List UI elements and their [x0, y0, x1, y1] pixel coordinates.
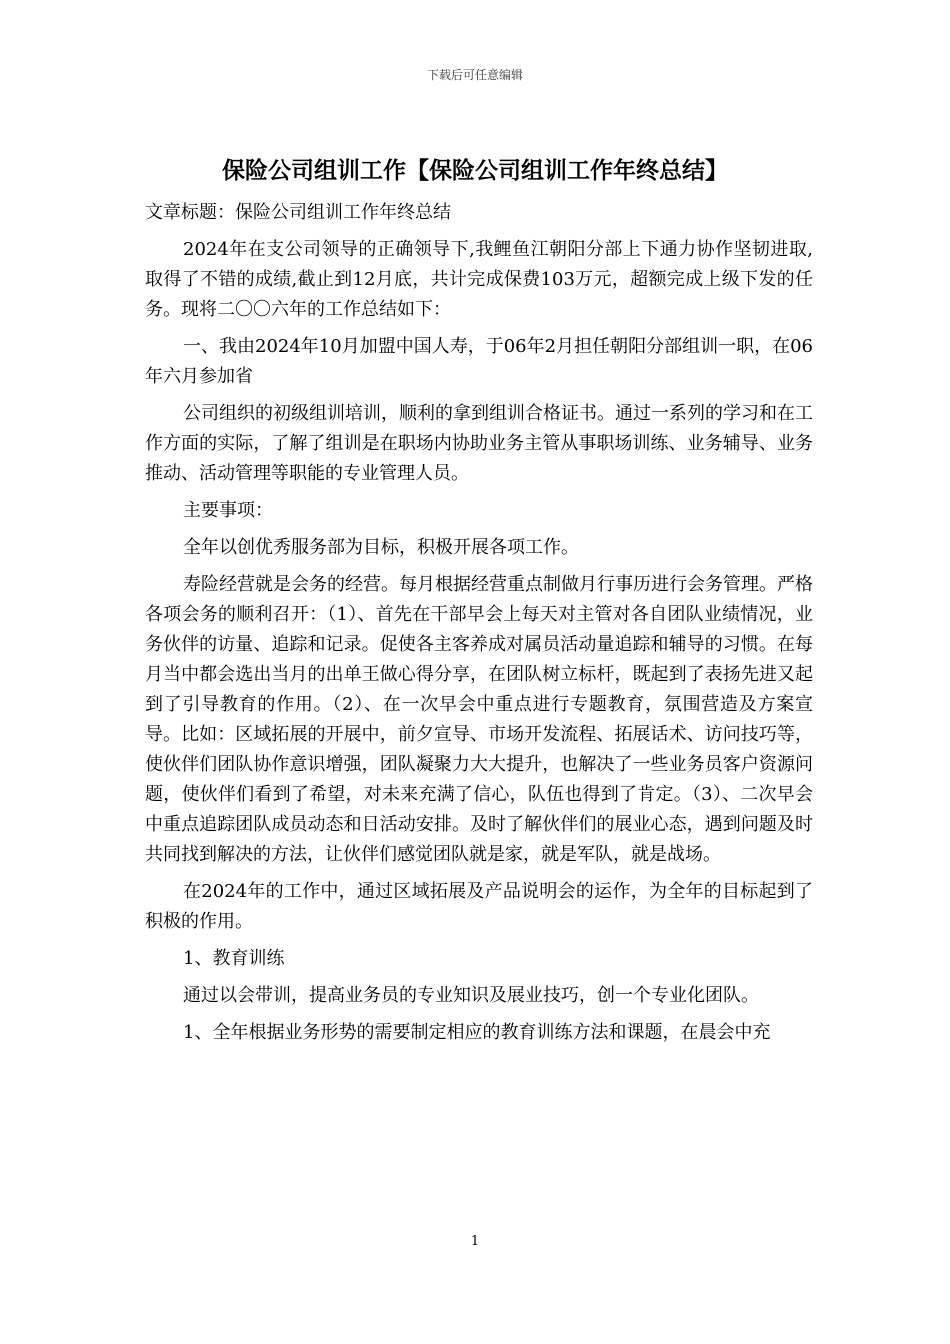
paragraph: 寿险经营就是会务的经营。每月根据经营重点制做月行事历进行会务管理。严格各项会务的顺利召开：（1）、首先在干部早会上每天对主管对各自团队业绩情况，业务伙伴的访量、追踪和记录。促使各主客养成对属员活动量追踪和辅导的习惯。在每月当中都会选出当月的出单王做心得分享，在团队树立标杆，既起到了表扬先进又起到了引导教育的作用。（2）、在一次早会中重点进行专题教育，氛围营造及方案宣导。比如：区域拓展的开展中，前夕宣导、市场开发流程、拓展话术、访问技巧等，使伙伴们团队协作意识增强，团队凝聚力大大提升，也解决了一些业务员客户资源问题，使伙伴们看到了希望，对未来充满了信心，队伍也得到了肯定。（3）、二次早会中重点追踪团队成员动态和日活动安排。及时了解伙伴们的展业心态，遇到问题及时共同找到解决的方法，让伙伴们感觉团队就是家，就是军队，就是战场。: [145, 574, 813, 865]
paragraph: 2024年在支公司领导的正确领导下,我鲤鱼江朝阳分部上下通力协作坚韧进取,取得了不错的成绩,截止到12月底，共计完成保费103万元，超额完成上级下发的任务。现将二〇〇六年的工作总结如下：: [145, 239, 813, 320]
document-body: [145, 198, 813, 1055]
paragraph: 通过以会带训，提高业务员的专业知识及展业技巧，创一个专业化团队。: [183, 985, 759, 1006]
paragraph: 一、我由2024年10月加盟中国人寿，于06年2月担任朝阳分部组训一职，在06年六月参加省: [145, 336, 813, 387]
page-number: 1: [470, 1234, 480, 1249]
paragraph: 主要事项：: [183, 500, 273, 521]
paragraph: 1、全年根据业务形势的需要制定相应的教育训练方法和课题，在晨会中充: [183, 1022, 771, 1043]
paragraph: 公司组织的初级组训培训，顺利的拿到组训合格证书。通过一系列的学习和在工作方面的实际，了解了组训是在职场内协助业务主管从事职场训练、业务辅导、业务推动、活动管理等职能的专业管理人员。: [145, 403, 813, 484]
header-note: 下载后可任意编辑: [426, 68, 523, 82]
paragraph: 全年以创优秀服务部为目标，积极开展各项工作。: [183, 537, 579, 558]
paragraph: 1、教育训练: [183, 948, 285, 969]
paragraph: 在2024年的工作中，通过区域拓展及产品说明会的运作，为全年的目标起到了积极的作用。: [145, 881, 813, 932]
document-title: 保险公司组训工作【保险公司组训工作年终总结】: [222, 157, 728, 184]
article-title-line: 文章标题：保险公司组训工作年终总结: [145, 202, 451, 223]
